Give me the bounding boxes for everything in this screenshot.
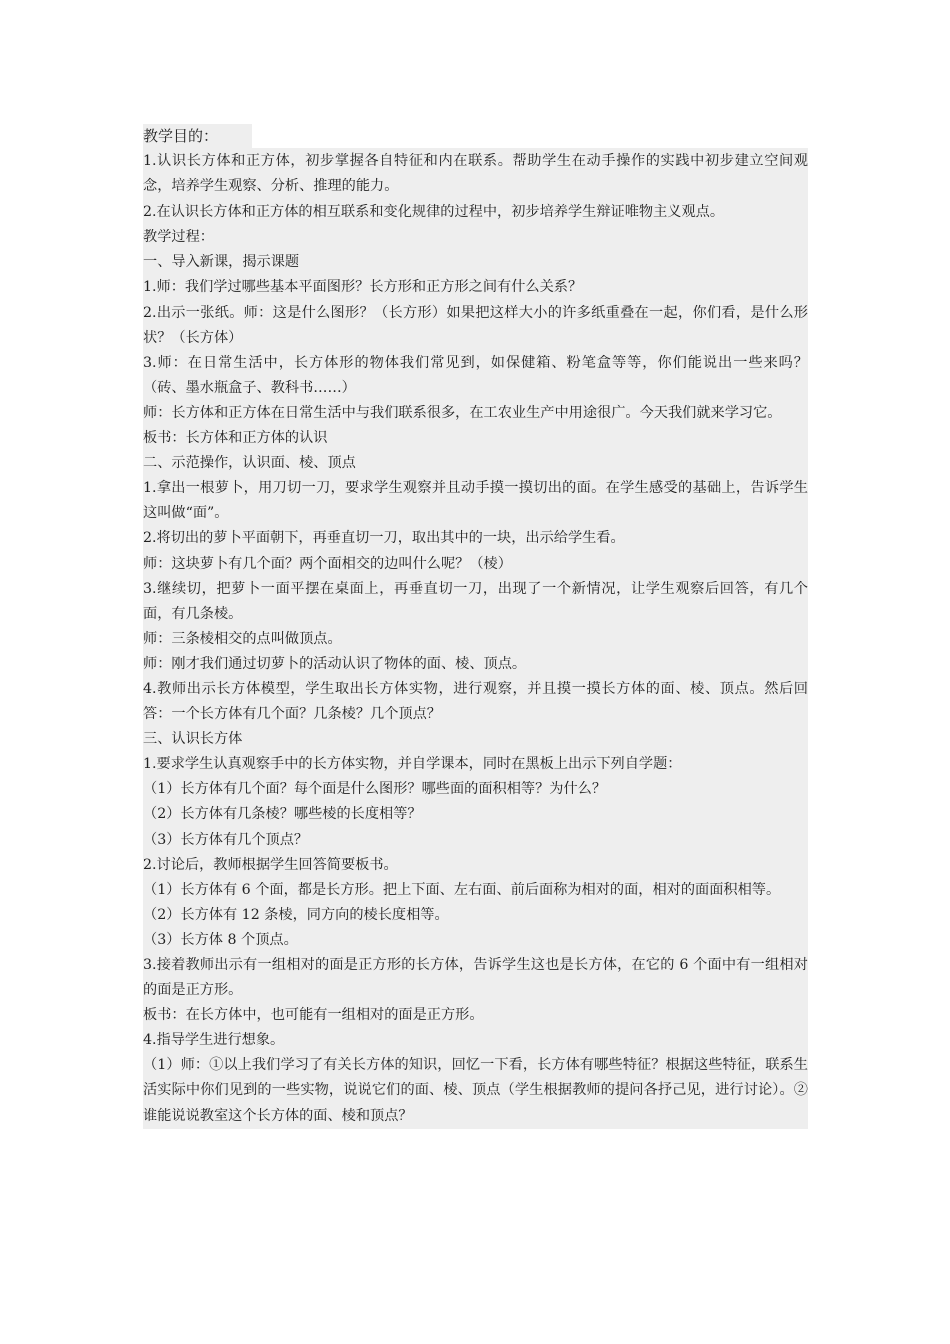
section-heading-objectives: 教学目的：: [143, 124, 252, 148]
paragraph: 3.师：在日常生活中，长方体形的物体我们常见到，如保健箱、粉笔盒等等，你们能说出一些来吗？（砖、墨水瓶盒子、教科书……）: [143, 354, 808, 396]
paragraph: 1.要求学生认真观察手中的长方体实物，并自学课本，同时在黑板上出示下列自学题：: [143, 756, 682, 773]
paragraph: （1）师：①以上我们学习了有关长方体的知识，回忆一下看，长方体有哪些特征？根据这些特征，联系生活实际中你们见到的一些实物，说说它们的面、棱、顶点（学生根据教师的提问各抒己见，进行讨论）。②谁能说说教室这个长方体的面、棱和顶点？: [143, 1057, 808, 1124]
paragraph: （2）长方体有 12 条棱，同方向的棱长度相等。: [143, 906, 449, 923]
paragraph: 3.继续切，把萝卜一面平摆在桌面上，再垂直切一刀，出现了一个新情况，让学生观察后回答，有几个面，有几条棱。: [143, 580, 808, 622]
paragraph: 3.接着教师出示有一组相对的面是正方形的长方体，告诉学生这也是长方体，在它的 6 个面中有一组相对的面是正方形。: [143, 957, 808, 999]
paragraph: 2.将切出的萝卜平面朝下，再垂直切一刀，取出其中的一块，出示给学生看。: [143, 530, 625, 547]
document-text-block: [143, 148, 808, 1129]
paragraph: 师：三条棱相交的点叫做顶点。: [143, 630, 342, 647]
paragraph: （3）长方体 8 个顶点。: [143, 931, 298, 948]
paragraph: 教学过程：: [143, 229, 214, 246]
paragraph: 师：这块萝卜有几个面？两个面相交的边叫什么呢？（棱）: [143, 555, 512, 572]
paragraph: 师：长方体和正方体在日常生活中与我们联系很多，在工农业生产中用途很广。今天我们就来学习它。: [143, 404, 782, 421]
paragraph: 2.出示一张纸。师：这是什么图形？（长方形）如果把这样大小的许多纸重叠在一起，你们看，是什么形状？（长方体）: [143, 304, 808, 346]
objective-1: 1.认识长方体和正方体，初步掌握各自特征和内在联系。帮助学生在动手操作的实践中初步建立空间观念，培养学生观察、分析、推理的能力。: [143, 153, 808, 195]
paragraph: 1.师：我们学过哪些基本平面图形？长方形和正方形之间有什么关系？: [143, 279, 583, 296]
paragraph: （3）长方体有几个顶点？: [143, 831, 309, 848]
paragraph: （2）长方体有几条棱？哪些棱的长度相等？: [143, 806, 422, 823]
paragraph: 板书：在长方体中，也可能有一组相对的面是正方形。: [143, 1007, 484, 1024]
paragraph: 一、导入新课，揭示课题: [143, 254, 300, 271]
paragraph: （1）长方体有 6 个面，都是长方形。把上下面、左右面、前后面称为相对的面，相对的面面积相等。: [143, 881, 781, 898]
paragraph: （1）长方体有几个面？每个面是什么图形？哪些面的面积相等？为什么？: [143, 781, 607, 798]
paragraph: 二、示范操作，认识面、棱、顶点: [143, 455, 356, 472]
paragraph: 师：刚才我们通过切萝卜的活动认识了物体的面、棱、顶点。: [143, 655, 527, 672]
paragraph: 板书：长方体和正方体的认识: [143, 430, 328, 447]
document-body: [143, 124, 808, 1129]
objective-2: 2.在认识长方体和正方体的相互联系和变化规律的过程中，初步培养学生辩证唯物主义观点。: [143, 204, 725, 221]
paragraph: 4.教师出示长方体模型，学生取出长方体实物，进行观察，并且摸一摸长方体的面、棱、顶点。然后回答：一个长方体有几个面？几条棱？几个顶点？: [143, 680, 808, 723]
paragraph: 4.指导学生进行想象。: [143, 1032, 285, 1049]
paragraph: 1.拿出一根萝卜，用刀切一刀，要求学生观察并且动手摸一摸切出的面。在学生感受的基础上，告诉学生这叫做“面”。: [143, 480, 808, 522]
paragraph: 三、认识长方体: [143, 731, 243, 748]
paragraph: 2.讨论后，教师根据学生回答简要板书。: [143, 856, 398, 873]
